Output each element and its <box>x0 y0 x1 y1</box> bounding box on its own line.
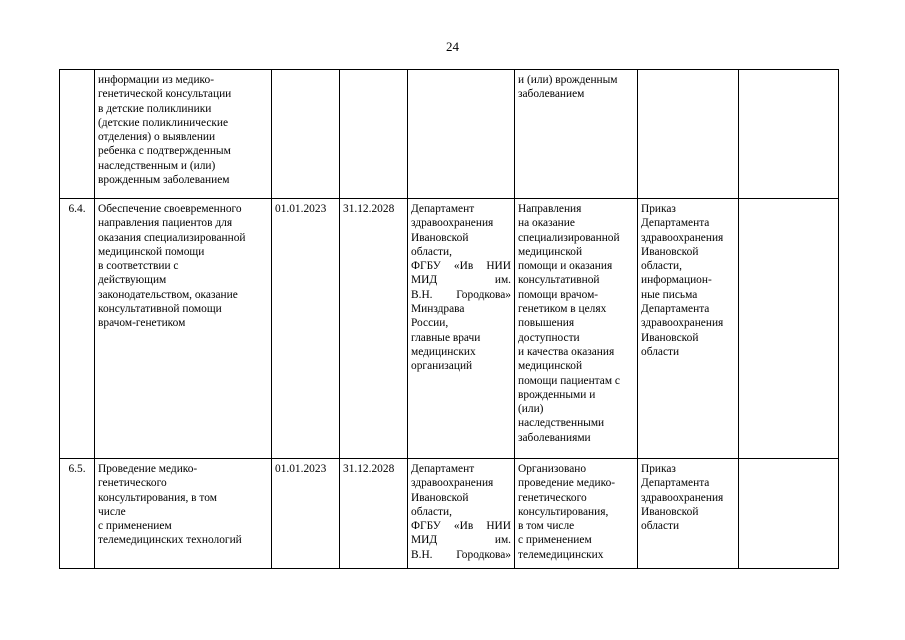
event-cell: Проведение медико- генетического консультирования, в том числе с применением телемедицинских технологий <box>95 459 272 569</box>
start-date-cell: 01.01.2023 <box>272 199 340 459</box>
result-cell: и (или) врожденным заболеванием <box>515 70 638 199</box>
result-cell: Организовано проведение медико- генетического консультирования, в том числе с применением телемедицинских <box>515 459 638 569</box>
document-cell <box>638 70 739 199</box>
responsible-text: В.Н. Городкова» <box>411 288 511 301</box>
note-cell <box>739 70 839 199</box>
row-number-cell: 6.4. <box>60 199 95 459</box>
responsible-text: Минздрава России, главные врачи медицинских организаций <box>411 303 481 373</box>
responsible-cell <box>408 70 515 199</box>
end-date-cell <box>340 70 408 199</box>
page-number: 24 <box>446 39 459 54</box>
document-cell: Приказ Департамента здравоохранения Ивановской области <box>638 459 739 569</box>
end-date-cell: 31.12.2028 <box>340 459 408 569</box>
event-cell: информации из медико- генетической консультации в детские поликлиники (детские поликлинические отделения) о выявлении ребенка с подтвержденным наследственным и (или) врожденным заболеванием <box>95 70 272 199</box>
responsible-cell <box>408 459 515 569</box>
responsible-text: Департамент здравоохранения Ивановской области, <box>411 203 494 258</box>
start-date-cell <box>272 70 340 199</box>
document-cell: Приказ Департамента здравоохранения Ивановской области, информацион- ные письма Департамента здравоохранения Ивановской области <box>638 199 739 459</box>
row-number-cell: 6.5. <box>60 459 95 569</box>
table-row <box>60 199 839 459</box>
table-row <box>60 70 839 199</box>
responsible-text: ФГБУ «Ив НИИ <box>411 260 511 273</box>
end-date-cell: 31.12.2028 <box>340 199 408 459</box>
event-cell: Обеспечение своевременного направления пациентов для оказания специализированной медицинской помощи в соответствии с действующим законодательством, оказание консультативной помощи врачом-генетиком <box>95 199 272 459</box>
responsible-text: МИД им. <box>411 534 511 547</box>
note-cell <box>739 459 839 569</box>
responsible-text: Департамент здравоохранения Ивановской области, <box>411 463 494 518</box>
result-cell: Направления на оказание специализированной медицинской помощи и оказания консультативной помощи врачом- генетиком в целях повышения доступности и качества оказания медицинской помощи пациентам с врожденными и (или) наследственными заболеваниями <box>515 199 638 459</box>
table-row <box>60 459 839 569</box>
responsible-cell <box>408 199 515 459</box>
row-number-cell <box>60 70 95 199</box>
responsible-text: МИД им. <box>411 274 511 287</box>
plan-table <box>59 69 839 569</box>
note-cell <box>739 199 839 459</box>
start-date-cell: 01.01.2023 <box>272 459 340 569</box>
responsible-text: В.Н. Городкова» <box>411 548 511 561</box>
responsible-text: ФГБУ «Ив НИИ <box>411 520 511 533</box>
